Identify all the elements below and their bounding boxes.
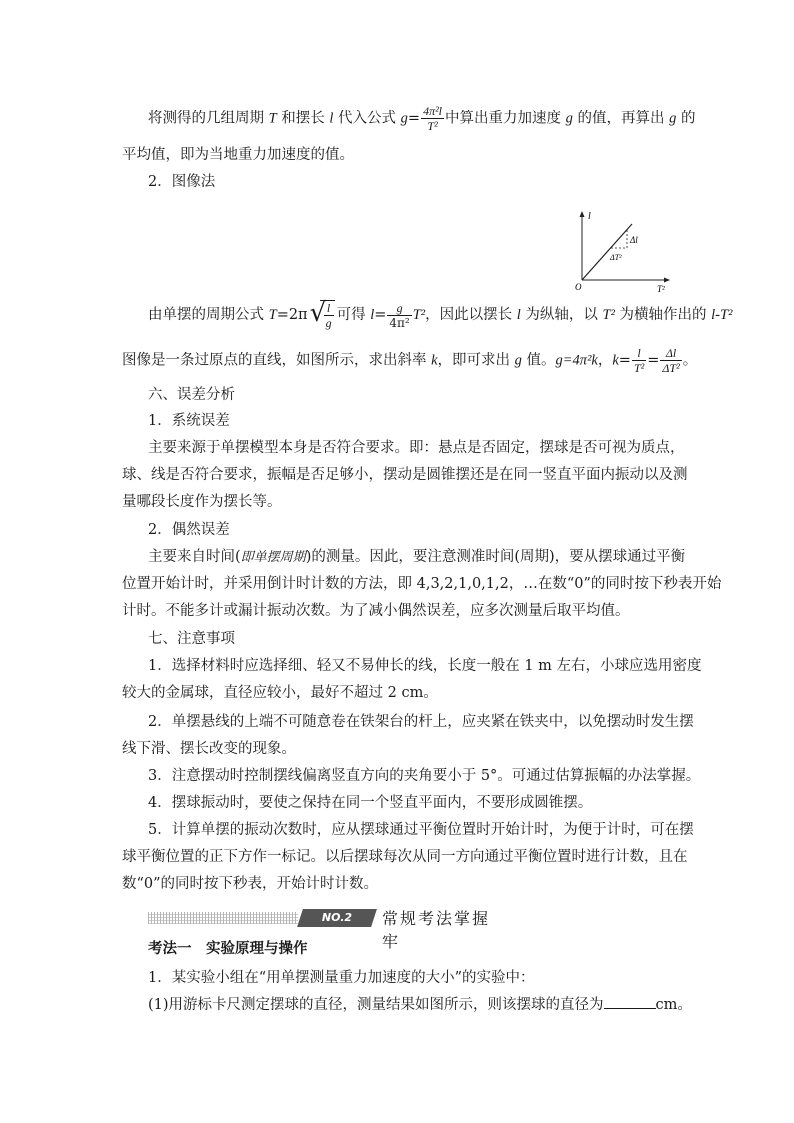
symbol-T2: T² bbox=[602, 307, 615, 323]
fraction-numerator: g bbox=[396, 300, 403, 315]
heading-error-analysis: 六、误差分析 bbox=[148, 387, 235, 403]
banner-dot-pattern bbox=[148, 912, 298, 924]
heading-precautions: 七、注意事项 bbox=[148, 631, 235, 647]
y-axis-arrow-icon bbox=[580, 211, 585, 217]
text: 为纵轴，以 bbox=[520, 307, 603, 323]
text: ， bbox=[597, 352, 613, 369]
x-axis-arrow-icon bbox=[664, 278, 670, 283]
text: 值。 bbox=[521, 352, 556, 369]
text: 可得 bbox=[336, 307, 371, 323]
text: 将测得的几组周期 bbox=[148, 110, 269, 127]
note-line: 4．摆球振动时，要使之保持在同一个竖直平面内，不要形成圆锥摆。 bbox=[148, 795, 593, 811]
answer-blank[interactable] bbox=[604, 994, 656, 1009]
text: (1)用游标卡尺测定摆球的直径，测量结果如图所示，则该摆球的直径为 bbox=[148, 997, 604, 1013]
heading-random-error: 2．偶然误差 bbox=[148, 522, 230, 538]
text: 。 bbox=[682, 352, 698, 369]
fraction-numerator: 4π²l bbox=[423, 104, 443, 118]
fraction-numerator: l bbox=[637, 346, 641, 360]
equals-sign: = bbox=[407, 110, 421, 127]
fraction-denominator: g bbox=[325, 316, 332, 330]
fraction-numerator: l bbox=[326, 301, 331, 315]
graph-line bbox=[582, 224, 632, 280]
text: ，即可求出 bbox=[437, 352, 515, 369]
graph-paragraph-line1 bbox=[148, 300, 732, 330]
symbol-g: g bbox=[514, 352, 522, 369]
delta-l-label: Δl bbox=[630, 235, 638, 245]
text: 图像是一条过原点的直线，如图所示，求出斜率 bbox=[122, 352, 432, 369]
heading-method-one: 考法一 实验原理与操作 bbox=[148, 940, 308, 957]
paragraph-line: 主要来源于单摆模型本身是否符合要求。即：悬点是否固定，摆球是否可视为质点， bbox=[148, 440, 685, 456]
paragraph-line: 量哪段长度作为摆长等。 bbox=[122, 494, 282, 510]
text: 为横轴作出的 bbox=[614, 307, 712, 323]
heading-systematic-error: 1．系统误差 bbox=[148, 413, 230, 429]
heading-graph-method: 2．图像法 bbox=[148, 174, 216, 190]
symbol-T: T bbox=[268, 307, 277, 323]
equals-2pi: =2π bbox=[276, 307, 308, 323]
question-1: 1．某实验小组在“用单摆测量重力加速度的大小”的实验中： bbox=[148, 970, 535, 986]
fraction-delta-l-over-delta-T2 bbox=[660, 346, 681, 375]
equals-sign: = bbox=[618, 352, 631, 369]
paragraph-line bbox=[148, 545, 685, 566]
text: 的 bbox=[676, 110, 696, 127]
symbol-k: k bbox=[612, 352, 619, 369]
note-line: 球平衡位置的正下方作一标记。以后摆球每次从同一方向通过平衡位置时进行计数，且在 bbox=[122, 849, 688, 865]
symbol-g: g bbox=[669, 110, 677, 127]
text-italic: 即单摆周期 bbox=[240, 549, 306, 564]
symbol-g: g bbox=[400, 110, 408, 127]
banner-title: 常规考法掌握牢 bbox=[382, 909, 491, 951]
l-T2-graph bbox=[570, 208, 676, 294]
equals-sign: = bbox=[647, 352, 660, 369]
y-axis-label: l bbox=[588, 211, 591, 222]
delta-T2-label: ΔT² bbox=[610, 253, 622, 262]
symbol-g: g bbox=[565, 110, 573, 127]
note-line: 较大的金属球，直径应较小，最好不超过 2 cm。 bbox=[122, 685, 438, 701]
equals-sign: = bbox=[374, 307, 387, 323]
symbol-k: k bbox=[431, 352, 438, 369]
fraction-denominator: T² bbox=[421, 118, 444, 133]
text: cm。 bbox=[655, 997, 692, 1013]
note-line: 2．单摆悬线的上端不可随意卷在铁架台的杆上，应夹紧在铁夹中，以免摆动时发生摆 bbox=[148, 714, 694, 730]
fraction-l-over-T2 bbox=[632, 346, 646, 375]
formula-g-equals-4pi2k: g=4π²k bbox=[555, 352, 598, 369]
note-line: 线下滑、摆长改变的现象。 bbox=[122, 741, 296, 757]
text: ，因此以摆长 bbox=[425, 307, 517, 323]
origin-label: O bbox=[575, 282, 582, 292]
sqrt-l-over-g bbox=[310, 300, 335, 330]
x-axis-label: T² bbox=[657, 284, 665, 294]
fraction-denominator: T² bbox=[633, 361, 645, 375]
fraction-numerator: Δl bbox=[665, 346, 677, 360]
text: 的值，再算出 bbox=[572, 110, 670, 127]
note-line: 1．选择材料时应选择细、轻又不易伸长的线，长度一般在 1 m 左右，小球应选用密度 bbox=[148, 658, 702, 674]
formula-paragraph-line2: 平均值，即为当地重力加速度的值。 bbox=[122, 147, 354, 163]
symbol-l: l bbox=[370, 307, 375, 323]
text: )的测量。因此，要注意测准时间(周期)，要从摆球通过平衡 bbox=[305, 549, 686, 565]
symbol-T: T bbox=[268, 110, 277, 127]
banner-tag-label: NO.2 bbox=[321, 911, 353, 924]
graph-paragraph-line2 bbox=[122, 346, 697, 375]
fraction-g-over-4pi2 bbox=[387, 301, 411, 330]
text: 主要来自时间( bbox=[148, 549, 241, 565]
symbol-l-T2: l-T² bbox=[711, 307, 733, 323]
note-line: 5．计算单摆的振动次数时，应从摆球通过平衡位置时开始计时，为便于计时，可在摆 bbox=[148, 822, 694, 838]
formula-paragraph-line1 bbox=[148, 104, 695, 133]
text: 代入公式 bbox=[333, 110, 401, 127]
symbol-l: l bbox=[516, 307, 521, 323]
paragraph-line: 计时。不能多计或漏计振动次数。为了减小偶然误差，应多次测量后取平均值。 bbox=[122, 603, 630, 619]
question-1-part-1 bbox=[148, 993, 692, 1014]
fraction-denominator: 4π² bbox=[389, 315, 410, 330]
note-line: 数“0”的同时按下秒表，开始计时计数。 bbox=[122, 876, 379, 892]
fraction-denominator: ΔT² bbox=[662, 361, 680, 375]
paragraph-line: 位置开始计时，并采用倒计时计数的方法，即 4,3,2,1,0,1,2，…在数“0”的同时按下秒表开始 bbox=[122, 576, 722, 592]
text: 中算出重力加速度 bbox=[445, 110, 566, 127]
radical-sign-icon: √ bbox=[309, 298, 327, 328]
symbol-T2: T² bbox=[412, 307, 426, 323]
text: 和摆长 bbox=[276, 110, 330, 127]
note-line: 3．注意摆动时控制摆线偏离竖直方向的夹角要小于 5°。可通过估算振幅的办法掌握。 bbox=[148, 768, 701, 784]
text: 由单摆的周期公式 bbox=[148, 307, 269, 323]
fraction-4pi2l-over-T2 bbox=[421, 104, 444, 133]
paragraph-line: 球、线是否符合要求，振幅是否足够小，摆动是圆锥摆还是在同一竖直平面内振动以及测 bbox=[122, 467, 688, 483]
symbol-l: l bbox=[329, 110, 334, 127]
